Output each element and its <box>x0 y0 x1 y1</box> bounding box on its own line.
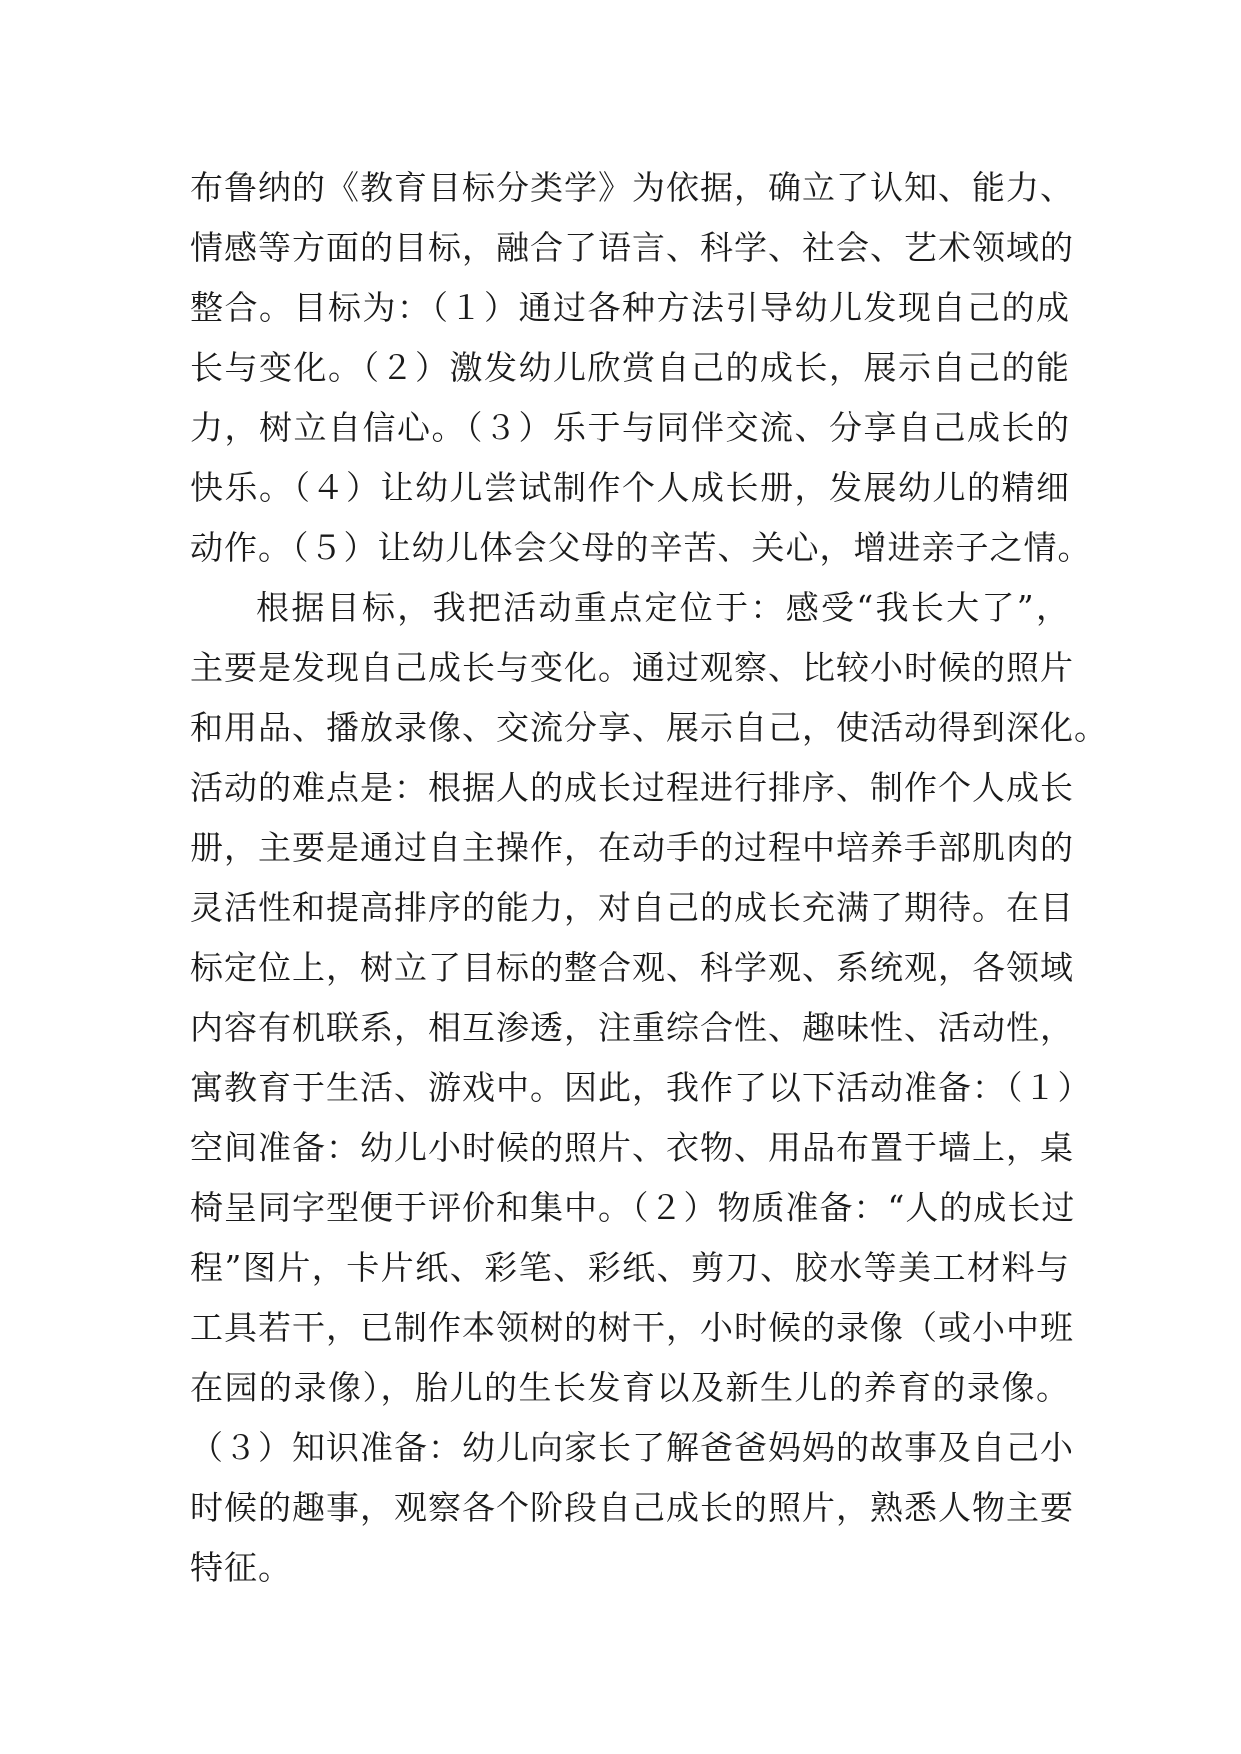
text-line: 时候的趣事，观察各个阶段自己成长的照片，熟悉人物主要 <box>190 1488 1074 1527</box>
text-line: 主要是发现自己成长与变化。通过观察、比较小时候的照片 <box>190 648 1074 687</box>
text-line: 灵活性和提高排序的能力，对自己的成长充满了期待。在目 <box>190 888 1074 927</box>
paragraph-goals <box>190 158 1092 578</box>
text-line: 快乐。（４）让幼儿尝试制作个人成长册，发展幼儿的精细 <box>190 468 1070 507</box>
text-line: 根据目标，我把活动重点定位于：感受“我长大了”， <box>256 588 1070 627</box>
text-line: 活动的难点是：根据人的成长过程进行排序、制作个人成长 <box>190 768 1074 807</box>
text-line: （３）知识准备：幼儿向家长了解爸爸妈妈的故事及自己小 <box>190 1428 1074 1467</box>
text-line: 情感等方面的目标，融合了语言、科学、社会、艺术领域的 <box>190 228 1074 267</box>
text-line: 在园的录像），胎儿的生长发育以及新生儿的养育的录像。 <box>190 1368 1070 1407</box>
text-line: 空间准备：幼儿小时候的照片、衣物、用品布置于墙上，桌 <box>190 1128 1074 1167</box>
text-line: 特征。 <box>190 1548 292 1587</box>
text-line: 标定位上，树立了目标的整合观、科学观、系统观，各领域 <box>190 948 1074 987</box>
text-line: 椅呈同字型便于评价和集中。（２）物质准备：“人的成长过 <box>190 1188 1076 1227</box>
text-line: 程”图片，卡片纸、彩笔、彩纸、剪刀、胶水等美工材料与 <box>190 1248 1070 1287</box>
text-line: 布鲁纳的《教育目标分类学》为依据，确立了认知、能力、 <box>190 168 1074 207</box>
text-line: 长与变化。（２）激发幼儿欣赏自己的成长，展示自己的能 <box>190 348 1070 387</box>
text-line: 力，树立自信心。（３）乐于与同伴交流、分享自己成长的 <box>190 408 1070 447</box>
text-line: 整合。目标为：（１）通过各种方法引导幼儿发现自己的成 <box>190 288 1070 327</box>
text-line: 工具若干，已制作本领树的树干，小时候的录像（或小中班 <box>190 1308 1074 1347</box>
text-line: 动作。（５）让幼儿体会父母的辛苦、关心，增进亲子之情。 <box>190 528 1092 567</box>
paragraph-focus-and-preparation <box>190 578 1108 1598</box>
text-line: 寓教育于生活、游戏中。因此，我作了以下活动准备：（１） <box>190 1068 1092 1107</box>
text-line: 册，主要是通过自主操作，在动手的过程中培养手部肌肉的 <box>190 828 1074 867</box>
text-line: 内容有机联系，相互渗透，注重综合性、趣味性、活动性， <box>190 1008 1074 1047</box>
body-text <box>190 158 1108 1598</box>
text-line: 和用品、播放录像、交流分享、展示自己，使活动得到深化。 <box>190 708 1108 747</box>
